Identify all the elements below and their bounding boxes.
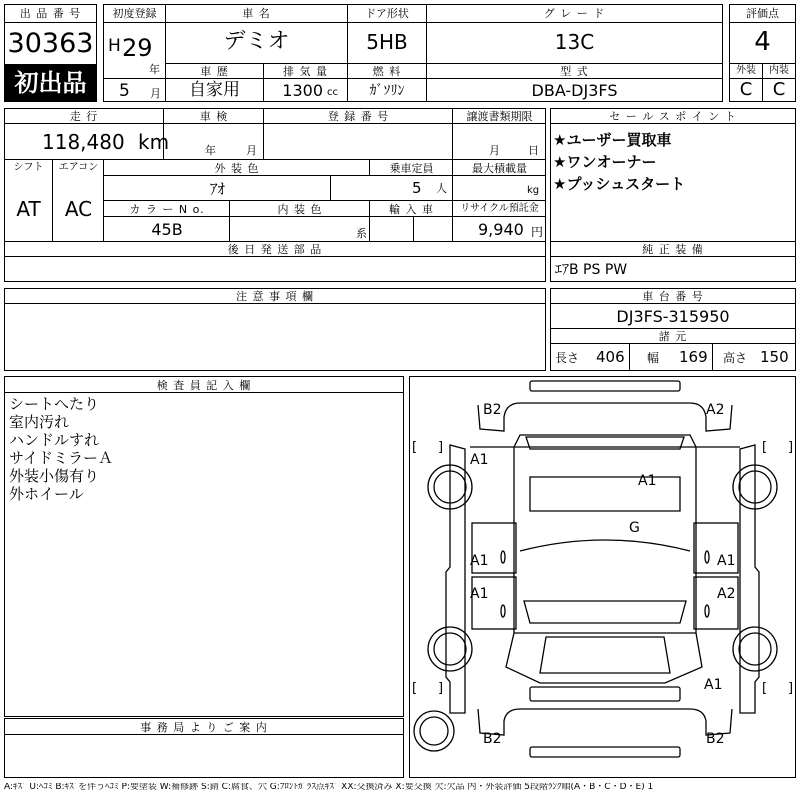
mileage-label: 走 行 <box>69 110 99 123</box>
rear-bumper <box>478 709 732 735</box>
displacement-value: 1300 <box>282 81 323 100</box>
damage-legend: A:ｷｽﾞ U:ﾍｺﾐ B:ｷｽﾞを伴うﾍｺﾐ P:要塗装 W:補修跡 S:錆 C:腐食、穴 G:ﾌﾛﾝﾄｶﾞﾗｽ点ｷｽﾞ XX:交換済み X:要交換 欠:欠品 内・外装評価 5段階ﾗﾝｸ順(A・B・C・D・E) 1 <box>4 783 654 792</box>
later-parts-label: 後 日 発 送 部 品 <box>227 243 323 256</box>
inspector-line-1: シートへたり <box>9 395 100 413</box>
cabin <box>514 435 696 633</box>
right-rear-door-panel <box>694 577 738 629</box>
recycle-value: 9,940 <box>478 220 524 239</box>
inspector-line-6: 外ホイール <box>9 485 84 503</box>
model-label: 型 式 <box>560 65 589 78</box>
capacity-value: 5 <box>412 179 422 197</box>
grade-label: グ レ ー ド <box>543 7 606 20</box>
door-label: ドア形状 <box>365 7 409 20</box>
ac-value: AC <box>64 197 93 221</box>
inspector-line-3: ハンドルすれ <box>9 431 100 449</box>
car-outline-drawing <box>410 377 795 777</box>
recycle-unit: 円 <box>531 225 544 239</box>
damage-diagram <box>409 376 796 778</box>
rear-right-hub <box>739 633 771 665</box>
intcolor-label: 内 装 色 <box>277 203 323 216</box>
damage-label-rear-right-corner: B2 <box>706 731 725 747</box>
damage-label-right-front-door: A1 <box>717 553 736 569</box>
transfer-day-unit: 日 <box>528 144 539 157</box>
color-label: 外 装 色 <box>214 162 260 175</box>
rear-left-hub <box>434 633 466 665</box>
capacity-label: 乗車定員 <box>389 162 434 175</box>
damage-label-front-right-corner: A2 <box>706 402 725 418</box>
mileage-unit: km <box>138 130 170 154</box>
lot-number: 30363 <box>7 28 94 59</box>
damage-label-roof: A1 <box>638 473 657 489</box>
reg-year-unit: 年 <box>149 63 160 76</box>
inspector-label: 検 査 員 記 入 欄 <box>156 379 252 392</box>
right-front-handle <box>705 551 709 563</box>
chassis-value: DJ3FS-315950 <box>616 307 730 326</box>
length-value: 406 <box>596 348 625 366</box>
height-value: 150 <box>760 348 789 366</box>
bracket-left-front-close: ] <box>438 440 444 455</box>
damage-label-rear-left-corner: B2 <box>483 731 502 747</box>
reg-label: 初度登録 <box>112 7 157 20</box>
bracket-right-rear: [ <box>762 681 768 696</box>
exterior-value: C <box>739 79 753 100</box>
shift-label: シフト <box>13 162 44 173</box>
intcolor-unit: 系 <box>356 227 367 240</box>
reg-month: 5 <box>119 81 130 101</box>
inspection-label: 車 検 <box>199 110 229 123</box>
roof-panel <box>530 477 680 511</box>
fuel-value: ｶﾞｿﾘﾝ <box>369 83 405 99</box>
grade-value: 13C <box>554 30 595 54</box>
front-bumper <box>478 403 732 431</box>
score-value: 4 <box>754 27 771 57</box>
damage-label-left-front-fender: A1 <box>470 452 489 468</box>
left-rear-handle <box>501 605 505 617</box>
sales-point-3: ★プッシュスタート <box>553 175 686 193</box>
damage-label-front-left-corner: B2 <box>483 402 502 418</box>
sales-label: セ ー ル ス ポ イ ン ト <box>609 110 737 123</box>
inspection-year-unit: 年 <box>205 144 216 157</box>
rear-glass <box>524 601 686 623</box>
colorno-value: 45B <box>151 220 183 239</box>
damage-label-right-rear-fender: A1 <box>704 677 723 693</box>
caution-label: 注 意 事 項 欄 <box>236 290 314 303</box>
office-label: 事 務 局 よ り ご 案 内 <box>140 721 268 734</box>
trunk <box>506 633 702 683</box>
bracket-left-front: [ <box>412 440 418 455</box>
interior-value: C <box>772 79 786 100</box>
exterior-label: 外装 <box>736 65 756 76</box>
load-unit: kg <box>527 185 540 196</box>
car-name: デミオ <box>223 29 290 54</box>
dims-label: 諸 元 <box>658 330 688 343</box>
width-label: 幅 <box>647 351 660 365</box>
model-value: DBA-DJ3FS <box>531 81 618 100</box>
history-value: 自家用 <box>189 80 240 100</box>
color-value: ｱｵ <box>209 180 225 198</box>
left-body-panel <box>446 445 465 713</box>
mileage-value: 118,480 <box>42 130 125 154</box>
office-cell <box>4 734 404 778</box>
reg-era: H <box>108 36 121 56</box>
bracket-right-rear-close: ] <box>788 681 794 696</box>
reg-month-unit: 月 <box>150 87 161 100</box>
right-body-panel <box>740 445 759 713</box>
inspector-line-5: 外装小傷有り <box>9 467 100 485</box>
caution-cell <box>4 303 546 371</box>
score-label: 評価点 <box>746 7 779 20</box>
left-front-handle <box>501 551 505 563</box>
left-rear-door-panel <box>472 577 516 629</box>
rear-bumper-top <box>530 687 680 701</box>
capacity-unit: 人 <box>436 182 447 195</box>
ac-label: エアコン <box>58 162 99 173</box>
load-label: 最大積載量 <box>472 162 527 175</box>
spare-hub <box>420 717 448 745</box>
shift-value: AT <box>16 197 41 221</box>
door-value: 5HB <box>366 30 408 54</box>
equip-value: ｴｱB PS PW <box>555 262 628 278</box>
car-name-label: 車 名 <box>242 7 271 20</box>
fuel-label: 燃 料 <box>372 65 402 78</box>
front-bumper-top <box>530 381 680 391</box>
rear-deck <box>540 637 670 673</box>
damage-label-windshield: G <box>629 520 640 536</box>
inspector-line-2: 室内汚れ <box>9 413 70 431</box>
chassis-label: 車 台 番 号 <box>642 290 704 303</box>
damage-label-left-front-door: A1 <box>470 553 489 569</box>
first-listing-text: 初出品 <box>14 69 87 97</box>
bracket-left-rear: [ <box>412 681 418 696</box>
damage-label-right-rear-door: A2 <box>717 586 736 602</box>
colorno-label: カ ラ ー N o. <box>129 203 205 216</box>
transfer-month-unit: 月 <box>489 144 500 157</box>
history-label: 車 歴 <box>200 65 229 78</box>
height-label: 高さ <box>723 351 748 365</box>
length-label: 長さ <box>555 351 580 365</box>
lot-label: 出 品 番 号 <box>19 7 82 20</box>
displacement-label: 排 気 量 <box>283 65 328 78</box>
later-parts-cell <box>4 256 546 282</box>
sales-point-2: ★ワンオーナー <box>553 153 657 171</box>
transfer-label: 譲渡書類期限 <box>466 110 533 123</box>
bracket-left-rear-close: ] <box>438 681 444 696</box>
import-label: 輸 入 車 <box>389 203 434 216</box>
bracket-right-front-close: ] <box>788 440 794 455</box>
inspection-month-unit: 月 <box>246 144 257 157</box>
regno-label: 登 録 番 号 <box>327 110 390 123</box>
right-rear-handle <box>705 605 709 617</box>
recycle-label: リサイクル預託金 <box>460 203 539 214</box>
displacement-unit: cc <box>327 87 338 98</box>
inspector-line-4: サイドミラーＡ <box>9 449 113 467</box>
rear-bumper-bottom <box>530 747 680 757</box>
damage-label-left-rear-door: A1 <box>470 586 489 602</box>
bracket-right-front: [ <box>762 440 768 455</box>
interior-label: 内装 <box>769 65 789 76</box>
reg-year: 29 <box>122 34 153 62</box>
equip-label: 純 正 装 備 <box>642 243 704 256</box>
width-value: 169 <box>679 348 708 366</box>
windshield-arc <box>520 540 690 551</box>
sales-point-1: ★ユーザー買取車 <box>553 131 672 149</box>
